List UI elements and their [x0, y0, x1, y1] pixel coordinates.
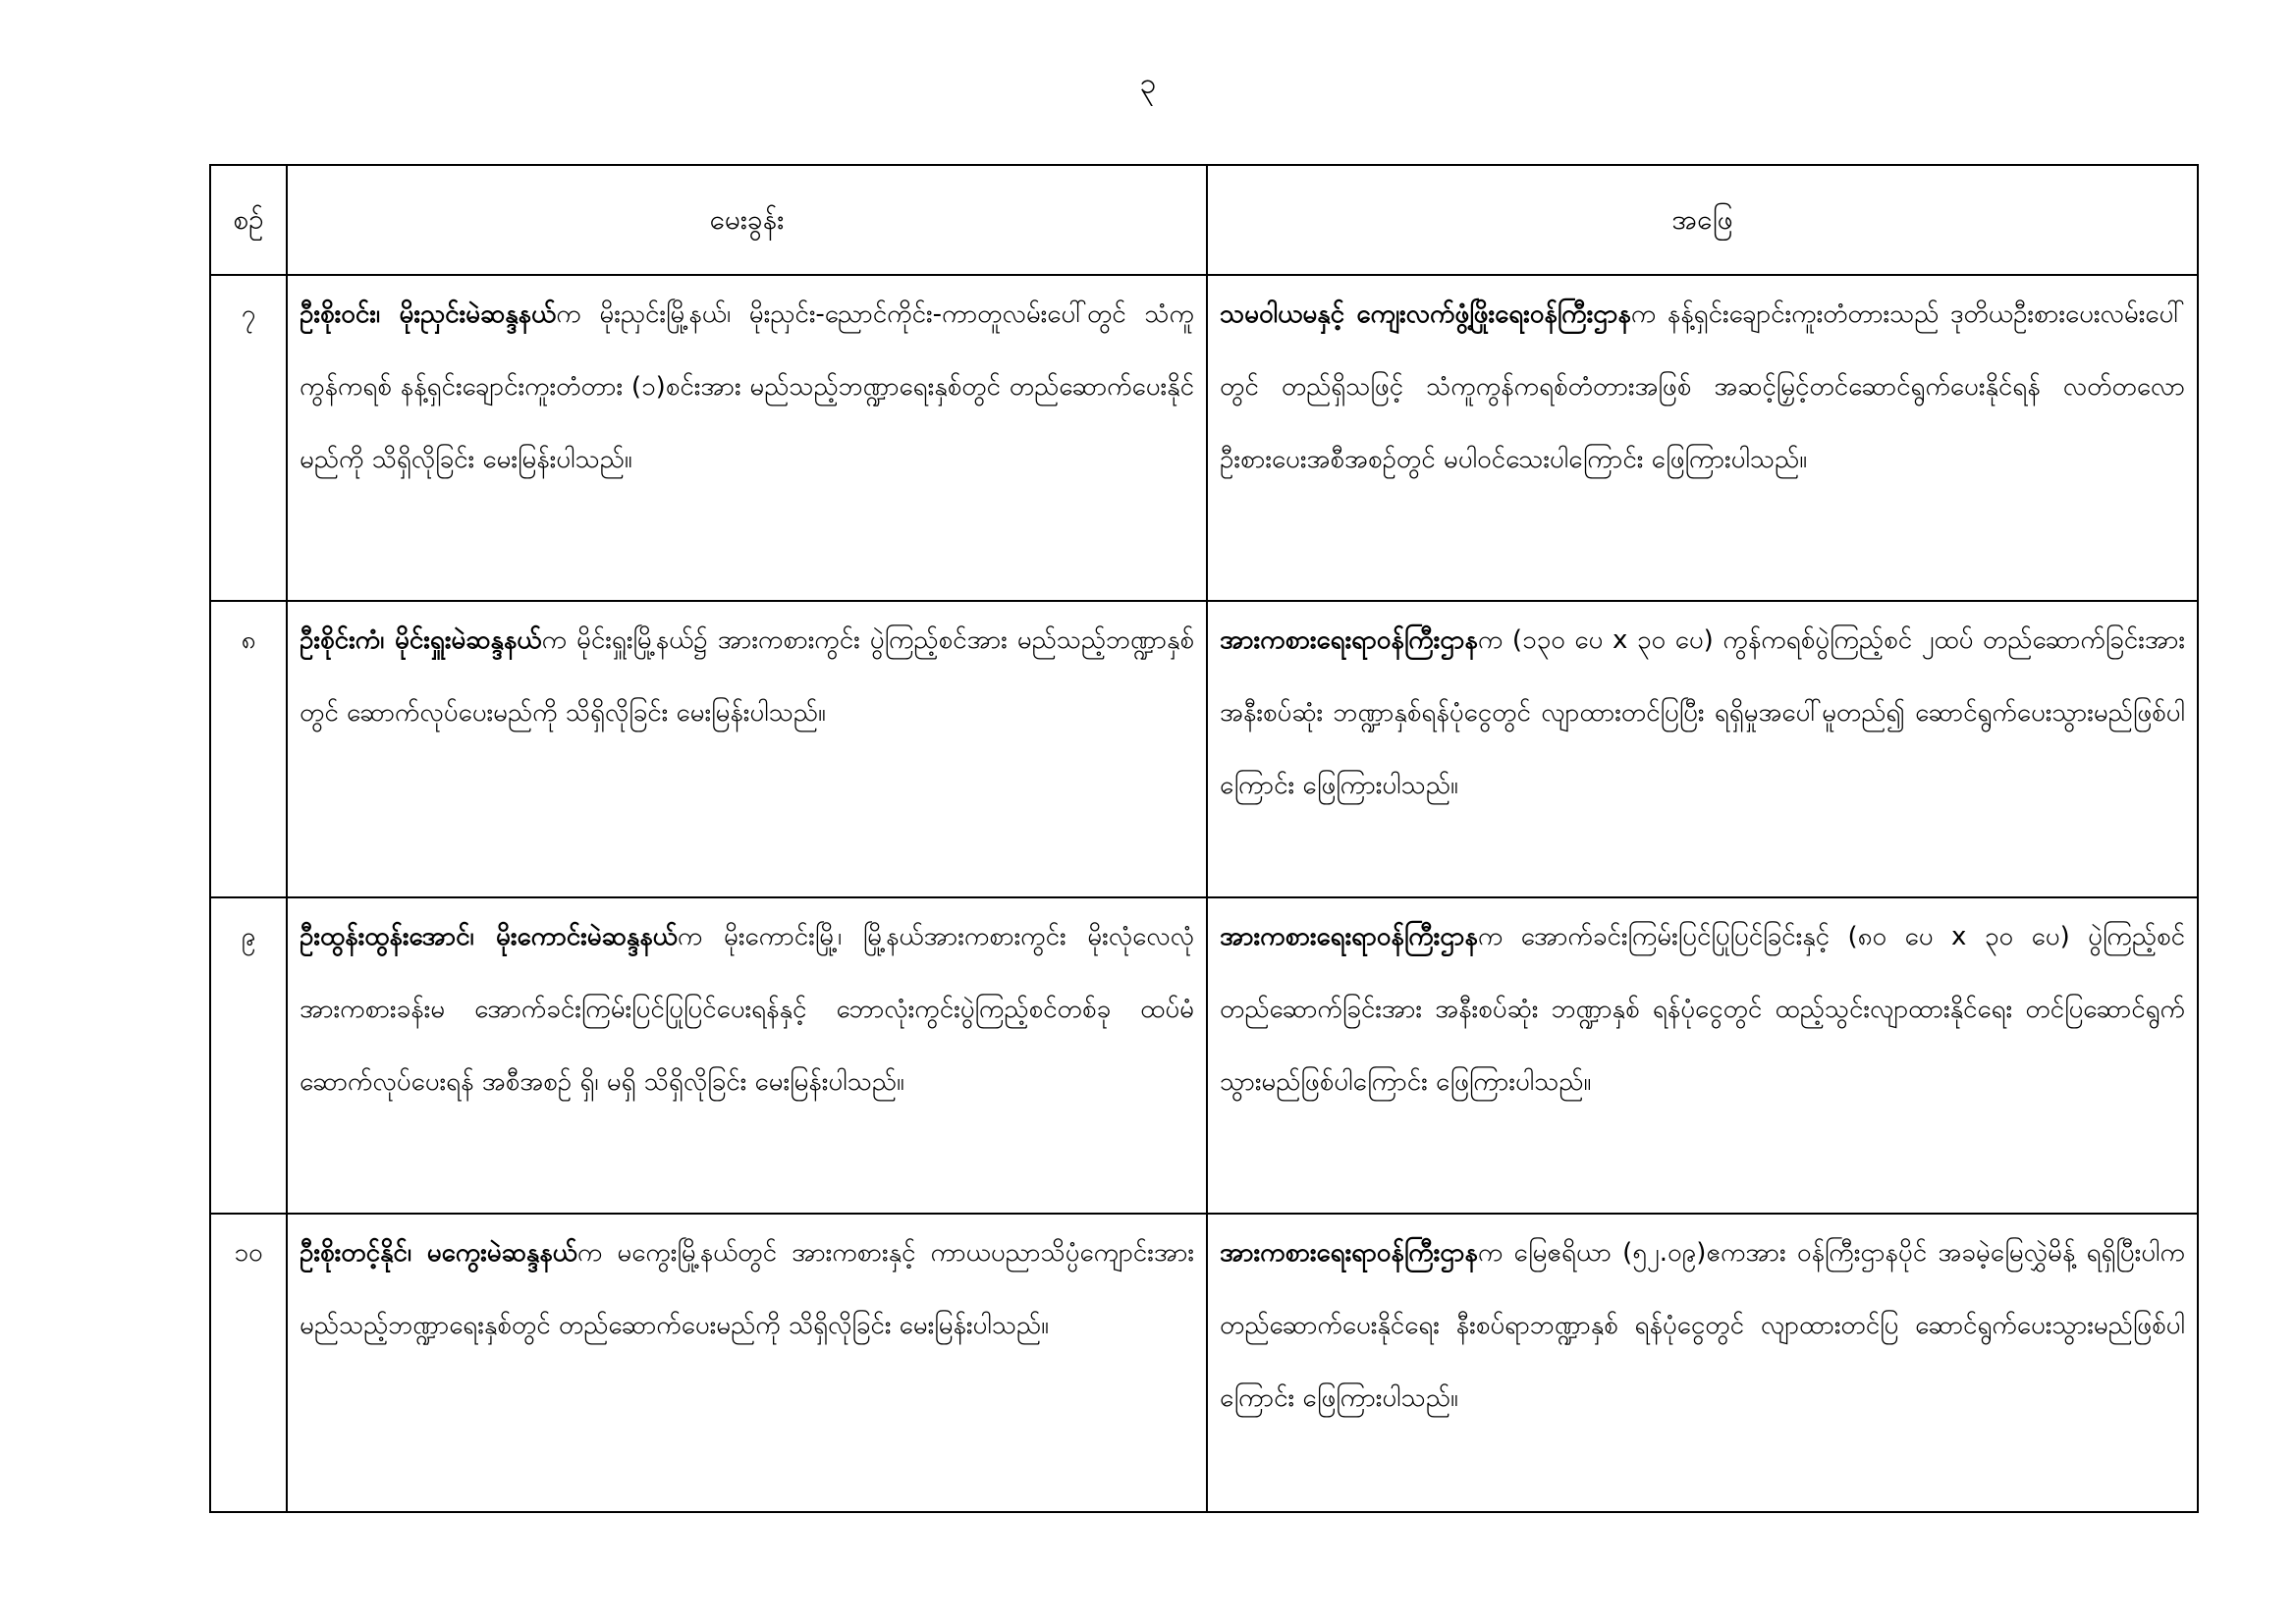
question-cell	[287, 1214, 1207, 1512]
answer-cell	[1207, 275, 2198, 601]
table-row	[210, 275, 2198, 601]
question-text: က မိုင်းရှူးမြို့နယ်၌ အားကစားကွင်း ပွဲကြည့်စင်အား မည်သည့်ဘဏ္ဍာနှစ်တွင် ဆောက်လုပ်ပေးမည်ကို သိရှိလိုခြင်း မေးမြန်းပါသည်။	[300, 625, 1195, 728]
row-number: ၈	[210, 601, 287, 897]
answer-ministry: သမဝါယမနှင့် ကျေးလက်ဖွံ့ဖြိုးရေးဝန်ကြီးဌာန	[1220, 299, 1631, 329]
question-cell	[287, 601, 1207, 897]
table-row	[210, 1214, 2198, 1512]
table-row	[210, 601, 2198, 897]
answer-cell	[1207, 897, 2198, 1214]
question-asker: ဦးစိုးတင့်နိုင်၊ မကွေးမဲဆန္ဒနယ်	[300, 1238, 577, 1268]
row-number: ၇	[210, 275, 287, 601]
answer-ministry: အားကစားရေးရာဝန်ကြီးဌာန	[1220, 1238, 1478, 1268]
question-cell	[287, 897, 1207, 1214]
table-header-row	[210, 165, 2198, 275]
row-number: ၉	[210, 897, 287, 1214]
answer-cell	[1207, 1214, 2198, 1512]
table-row	[210, 897, 2198, 1214]
answer-text: က အောက်ခင်းကြမ်းပြင်ပြုပြင်ခြင်းနှင့် (၈၀ ပေ x ၃၀ ပေ) ပွဲကြည့်စင် တည်ဆောက်ခြင်းအား အနီးစပ်ဆုံး ဘဏ္ဍာနှစ် ရန်ပုံငွေတွင် ထည့်သွင်းလျာထားနိုင်ရေး တင်ပြဆောင်ရွက်သွားမည်ဖြစ်ပါကြောင်း ဖြေကြားပါသည်။	[1220, 922, 2185, 1097]
question-text: က မကွေးမြို့နယ်တွင် အားကစားနှင့် ကာယပညာသိပ္ပံကျောင်းအား မည်သည့်ဘဏ္ဍာရေးနှစ်တွင် တည်ဆောက်ပေးမည်ကို သိရှိလိုခြင်း မေးမြန်းပါသည်။	[300, 1238, 1194, 1340]
row-number: ၁၀	[210, 1214, 287, 1512]
page-number: ၃	[1139, 67, 1157, 101]
answer-text: က မြေဧရိယာ (၅၂.၀၉)ဧကအား ဝန်ကြီးဌာနပိုင် အခမဲ့မြေလွှဲမိန့် ရရှိပြီးပါက တည်ဆောက်ပေးနိုင်ရေး နီးစပ်ရာဘဏ္ဍာနှစ် ရန်ပုံငွေတွင် လျာထားတင်ပြ ဆောင်ရွက်ပေးသွားမည်ဖြစ်ပါကြောင်း ဖြေကြားပါသည်။	[1220, 1238, 2185, 1413]
answer-ministry: အားကစားရေးရာဝန်ကြီးဌာန	[1220, 625, 1478, 655]
question-asker: ဦးထွန်းထွန်းအောင်၊ မိုးကောင်းမဲဆန္ဒနယ်	[300, 922, 678, 951]
question-text: က မိုးကောင်းမြို့၊ မြို့နယ်အားကစားကွင်း မိုးလုံလေလုံအားကစားခန်းမ အောက်ခင်းကြမ်းပြင်ပြုပြင်ပေးရန်နှင့် ဘောလုံးကွင်းပွဲကြည့်စင်တစ်ခု ထပ်မံဆောက်လုပ်ပေးရန် အစီအစဉ် ရှိ၊ မရှိ သိရှိလိုခြင်း မေးမြန်းပါသည်။	[300, 922, 1194, 1097]
header-answer: အဖြေ	[1207, 165, 2198, 275]
question-asker: ဦးစိုးဝင်း၊ မိုးညှင်းမဲဆန္ဒနယ်	[300, 299, 557, 329]
answer-text: က နန့်ရှင်းချောင်းကူးတံတားသည် ဒုတိယဦးစားပေးလမ်းပေါ်တွင် တည်ရှိသဖြင့် သံကူကွန်ကရစ်တံတားအဖြစ် အဆင့်မြှင့်တင်ဆောင်ရွက်ပေးနိုင်ရန် လတ်တလော ဦးစားပေးအစီအစဉ်တွင် မပါဝင်သေးပါကြောင်း ဖြေကြားပါသည်။	[1220, 299, 2186, 474]
header-question: မေးခွန်း	[287, 165, 1207, 275]
question-text: က မိုးညှင်းမြို့နယ်၊ မိုးညှင်း-ညောင်ကိုင်း-ကာတူလမ်းပေါ်တွင် သံကူကွန်ကရစ် နန့်ရှင်းချောင်းကူးတံတား (၁)စင်းအား မည်သည့်ဘဏ္ဍာရေးနှစ်တွင် တည်ဆောက်ပေးနိုင်မည်ကို သိရှိလိုခြင်း မေးမြန်းပါသည်။	[300, 299, 1194, 474]
answer-text: က (၁၃၀ ပေ x ၃၀ ပေ) ကွန်ကရစ်ပွဲကြည့်စင် ၂ထပ် တည်ဆောက်ခြင်းအား အနီးစပ်ဆုံး ဘဏ္ဍာနှစ်ရန်ပုံငွေတွင် လျာထားတင်ပြပြီး ရရှိမှုအပေါ်မူတည်၍ ဆောင်ရွက်ပေးသွားမည်ဖြစ်ပါကြောင်း ဖြေကြားပါသည်။	[1220, 625, 2185, 800]
header-number: စဉ်	[210, 165, 287, 275]
answer-ministry: အားကစားရေးရာဝန်ကြီးဌာန	[1220, 922, 1478, 951]
answer-cell	[1207, 601, 2198, 897]
question-asker: ဦးစိုင်းကံ၊ မိုင်းရှူးမဲဆန္ဒနယ်	[300, 625, 542, 655]
question-answer-table	[209, 164, 2199, 1513]
question-cell	[287, 275, 1207, 601]
